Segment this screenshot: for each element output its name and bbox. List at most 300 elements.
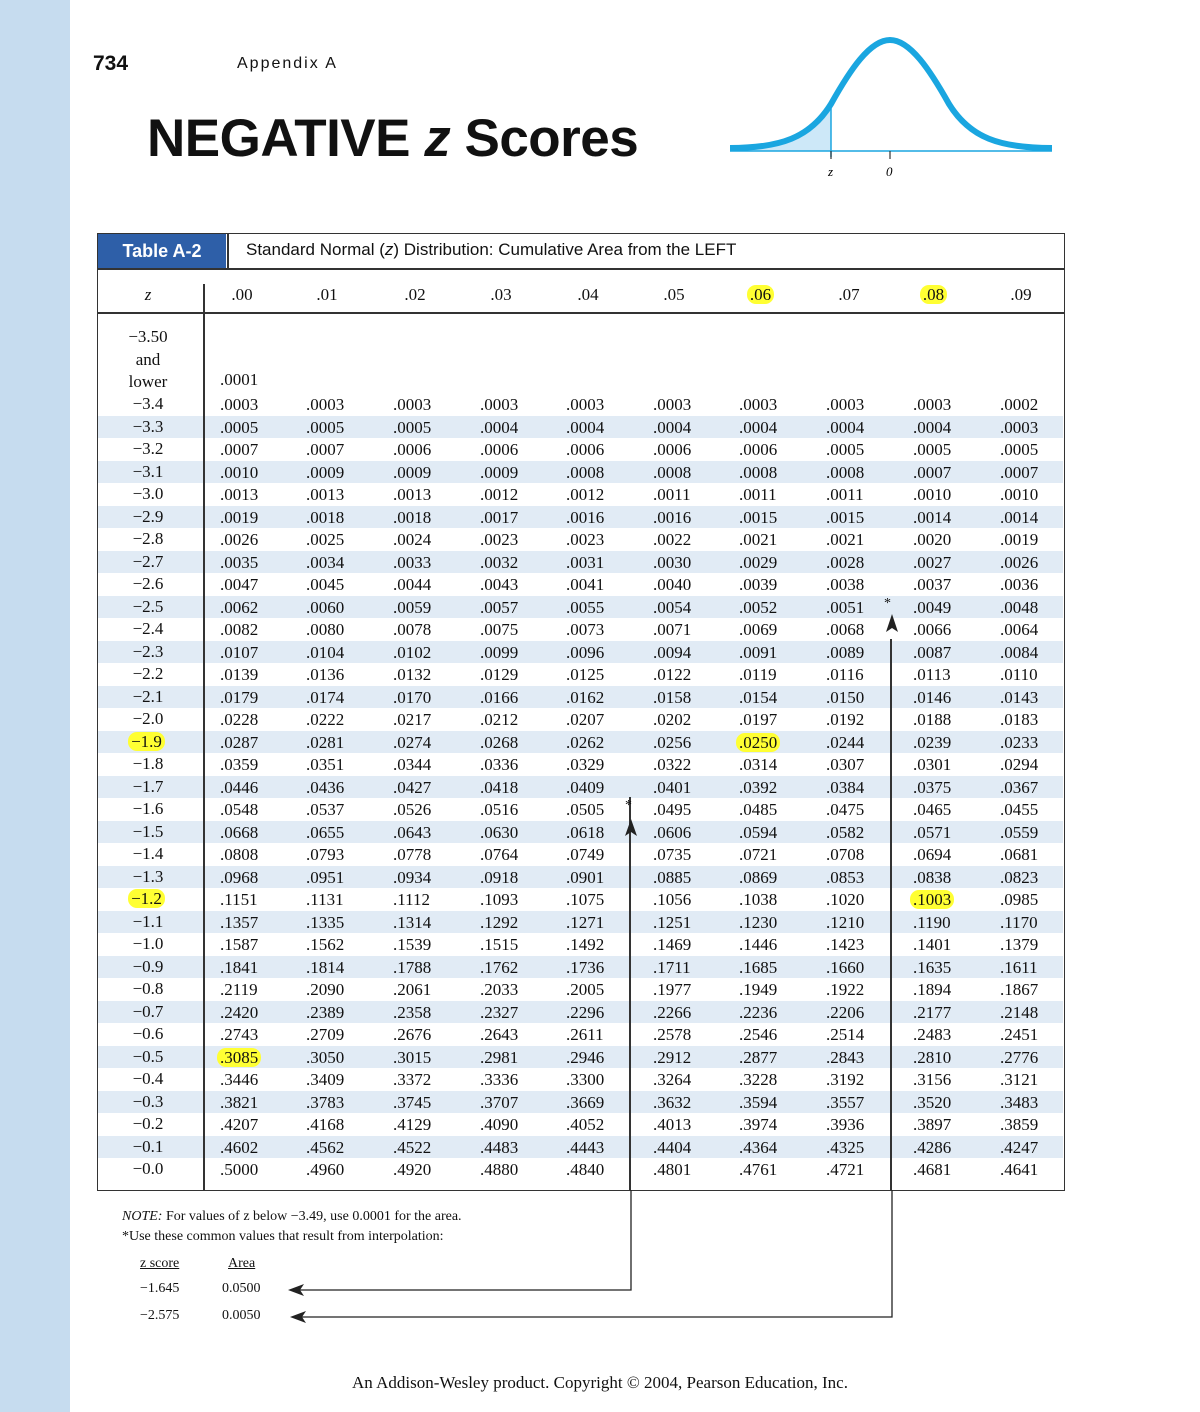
table-cell: .0068 — [826, 620, 865, 639]
table-cell: .0869 — [739, 867, 778, 887]
table-cell: .0384 — [826, 777, 865, 797]
table-cell: .1635 — [913, 957, 952, 977]
table-cell: .0207 — [566, 710, 605, 729]
table-cell: .0708 — [826, 845, 865, 864]
arrow-line-1645 — [298, 1190, 631, 1290]
table-cell: .1492 — [566, 935, 605, 954]
table-cell: .0006 — [739, 440, 778, 459]
table-cell: .1357 — [220, 912, 259, 932]
table-cell: .4681 — [913, 1160, 952, 1179]
table-cell: .0179 — [220, 687, 259, 707]
table-cell: .0129 — [480, 665, 519, 684]
table-cell: .4325 — [826, 1137, 865, 1157]
table-cell: .4090 — [480, 1115, 519, 1134]
table-cell: .1814 — [306, 957, 345, 977]
table-cell: .0003 — [566, 395, 605, 414]
table-cell: .0016 — [566, 507, 605, 527]
table-cell: .0052 — [739, 597, 778, 617]
table-cell: .0014 — [1000, 507, 1039, 527]
table-cell: .0823 — [1000, 867, 1039, 887]
table-cell: .4364 — [739, 1137, 778, 1157]
table-cell: .3859 — [1000, 1115, 1039, 1134]
table-cell: .3409 — [306, 1070, 345, 1089]
table-cell: .4013 — [653, 1115, 692, 1134]
table-cell: .0344 — [393, 755, 432, 774]
table-cell: .0166 — [480, 687, 519, 707]
table-cell: .0329 — [566, 755, 605, 774]
table-cell: .4207 — [220, 1115, 259, 1134]
table-cell: .0239 — [913, 732, 952, 752]
interpolation-asterisk: * — [625, 798, 632, 813]
table-cell: .0071 — [653, 620, 692, 639]
table-cell: .0023 — [566, 530, 605, 549]
row-z-label: −3.3 — [132, 416, 164, 436]
row-z-label: −2.4 — [132, 619, 164, 638]
table-cell: .0004 — [739, 417, 778, 437]
table-cell: .0024 — [393, 530, 432, 549]
table-cell: .3300 — [566, 1070, 605, 1089]
table-cell: .0003 — [393, 395, 432, 414]
table-cell: .2483 — [913, 1025, 952, 1044]
table-cell: .0003 — [826, 395, 865, 414]
table-cell: .1446 — [739, 935, 778, 954]
appendix-label: Appendix A — [237, 55, 338, 72]
table-cell: .0018 — [306, 507, 345, 527]
table-cell: .0136 — [306, 665, 345, 684]
table-cell: .0020 — [913, 530, 952, 549]
table-cell: .3669 — [566, 1092, 605, 1112]
table-cell: .0037 — [913, 575, 952, 594]
table-cell: .2676 — [393, 1025, 432, 1044]
table-cell: .0427 — [393, 777, 432, 797]
table-cell: .3974 — [739, 1115, 778, 1134]
curve-zero-label: 0 — [886, 164, 893, 179]
table-cell: .0139 — [220, 665, 259, 684]
table-tag: Table A-2 — [98, 234, 226, 268]
table-cell: .1314 — [393, 912, 432, 932]
table-cell: .0009 — [480, 462, 519, 482]
table-cell: .1539 — [393, 935, 432, 954]
table-cell: .2709 — [306, 1025, 345, 1044]
highlighted-z: −1.9 — [128, 732, 165, 751]
table-cell: .3707 — [480, 1092, 519, 1112]
table-cell: .0004 — [480, 417, 519, 437]
table-cell: .4920 — [393, 1160, 432, 1179]
table-cell: .1894 — [913, 980, 952, 999]
table-cell: .0039 — [739, 575, 778, 594]
table-cell: .0301 — [913, 755, 952, 774]
table-cell: .0036 — [1000, 575, 1039, 594]
row-z-label: −2.8 — [132, 529, 164, 548]
table-cell: .2206 — [826, 1002, 865, 1022]
table-cell: .3228 — [739, 1070, 778, 1089]
table-cell: .0051 — [826, 597, 865, 617]
table-cell: .0918 — [480, 867, 519, 887]
table-cell: .0031 — [566, 552, 605, 572]
table-cell: .2643 — [480, 1025, 519, 1044]
table-cell: .2743 — [220, 1025, 259, 1044]
table-cell: .1711 — [653, 957, 691, 977]
table-cell: .0721 — [739, 845, 778, 864]
table-cell: .4641 — [1000, 1160, 1039, 1179]
arrow-line-2575 — [300, 1190, 892, 1317]
table-cell: .0559 — [1000, 822, 1039, 842]
table-cell: .0287 — [220, 732, 259, 752]
table-cell: .1170 — [1000, 912, 1038, 932]
table-cell: .0004 — [653, 417, 692, 437]
table-cell: .1093 — [480, 890, 519, 909]
table-cell: .0062 — [220, 597, 259, 617]
table-cell: .0228 — [220, 710, 259, 729]
table-cell: .1736 — [566, 957, 605, 977]
table-cell: .0158 — [653, 687, 692, 707]
table-cell: .2033 — [480, 980, 519, 999]
table-cell: .0010 — [913, 485, 952, 504]
table-cell: .0409 — [566, 777, 605, 797]
table-cell: .0582 — [826, 822, 865, 842]
table-cell: .0217 — [393, 710, 432, 729]
table-cell: .0307 — [826, 755, 865, 774]
table-cell: .0049 — [913, 597, 952, 617]
table-cell: .2776 — [1000, 1047, 1039, 1067]
table-cell: .0011 — [739, 485, 777, 504]
table-cell: .4562 — [306, 1137, 345, 1157]
table-cell: .0008 — [826, 462, 865, 482]
table-cell: .0005 — [826, 440, 865, 459]
table-cell: .4404 — [653, 1137, 692, 1157]
table-cell: .1190 — [913, 912, 951, 932]
table-cell: .1841 — [220, 957, 259, 977]
note-label: NOTE: — [122, 1209, 163, 1224]
table-cell: .1151 — [220, 890, 258, 909]
table-cell: .1977 — [653, 980, 692, 999]
table-cell: .0025 — [306, 530, 345, 549]
row-z-label: −2.0 — [132, 709, 164, 728]
table-cell: .3015 — [393, 1047, 432, 1067]
table-cell: .0465 — [913, 800, 952, 819]
table-cell: .2420 — [220, 1002, 259, 1022]
table-cell: .0006 — [566, 440, 605, 459]
table-cell: .2266 — [653, 1002, 692, 1022]
table-cell: .4880 — [480, 1160, 519, 1179]
first-row-z-label: and — [135, 349, 161, 369]
row-z-label: −0.2 — [132, 1114, 164, 1133]
title-negative: NEGATIVE — [147, 109, 410, 168]
table-cell: .1611 — [1000, 957, 1038, 977]
table-cell: .0162 — [566, 687, 605, 707]
table-cell: .0013 — [393, 485, 432, 504]
table-cell: .0003 — [913, 395, 952, 414]
row-z-label: −1.4 — [132, 844, 164, 863]
table-cell: .0630 — [480, 822, 519, 842]
row-z-label: −2.6 — [132, 574, 164, 593]
table-cell: .1949 — [739, 980, 778, 999]
table-cell: .3336 — [480, 1070, 519, 1089]
table-cell: .0934 — [393, 867, 432, 887]
table-cell: .2514 — [826, 1025, 865, 1044]
row-z-label: −2.5 — [132, 596, 164, 616]
table-cell: .1762 — [480, 957, 519, 977]
table-cell: .0122 — [653, 665, 692, 684]
table-cell: .0274 — [393, 732, 432, 752]
table-cell: .0401 — [653, 777, 692, 797]
table-cell: .0116 — [826, 665, 864, 684]
table-cell: .0002 — [1000, 395, 1039, 414]
table-cell: .0375 — [913, 777, 952, 797]
table-cell: .0060 — [306, 597, 345, 617]
table-cell: .0735 — [653, 845, 692, 864]
table-cell: .0022 — [653, 530, 692, 549]
table-cell: .3557 — [826, 1092, 865, 1112]
legend-z-1: −1.645 — [140, 1281, 180, 1296]
table-cell: .0005 — [220, 417, 259, 437]
column-header: .00 — [231, 285, 253, 304]
table-cell: .0359 — [220, 755, 259, 774]
table-cell: .1038 — [739, 890, 778, 909]
table-cell: .1401 — [913, 935, 952, 954]
column-header-z: z — [144, 285, 152, 304]
table-cell: .0007 — [913, 462, 952, 482]
legend-area-2: 0.0050 — [222, 1308, 261, 1323]
row-z-label: −0.9 — [132, 956, 164, 976]
table-cell: .0028 — [826, 552, 865, 572]
row-z-label: −3.0 — [132, 484, 164, 503]
table-cell: .0006 — [393, 440, 432, 459]
row-z-label: −0.6 — [132, 1024, 164, 1043]
table-cell: .0436 — [306, 777, 345, 797]
table-cell: .3050 — [306, 1047, 345, 1067]
table-cell: .3936 — [826, 1115, 865, 1134]
table-cell: .0021 — [826, 530, 865, 549]
table-cell: .0012 — [566, 485, 605, 504]
table-cell: .1112 — [393, 890, 430, 909]
row-z-label: −2.1 — [132, 686, 164, 706]
table-cell: .0281 — [306, 732, 345, 752]
table-cell: .2843 — [826, 1047, 865, 1067]
highlighted-cell: .3085 — [217, 1048, 261, 1067]
first-row-z-label: lower — [128, 372, 168, 391]
table-cell: .0392 — [739, 777, 778, 797]
table-cell: .4483 — [480, 1137, 519, 1157]
row-z-label: −3.2 — [132, 439, 164, 458]
table-cell: .2810 — [913, 1047, 952, 1067]
table-cell: .0004 — [913, 417, 952, 437]
table-cell: .1562 — [306, 935, 345, 954]
copyright-footer: An Addison-Wesley product. Copyright © 2004, Pearson Education, Inc. — [352, 1373, 848, 1392]
table-cell: .0268 — [480, 732, 519, 752]
column-header: .04 — [577, 285, 599, 304]
table-cell: .0080 — [306, 620, 345, 639]
table-cell: .0778 — [393, 845, 432, 864]
table-cell: .0011 — [653, 485, 691, 504]
column-header: .03 — [490, 285, 512, 304]
table-cell: .0004 — [826, 417, 865, 437]
row-z-label: −0.7 — [132, 1001, 164, 1021]
table-cell: .0655 — [306, 822, 345, 842]
table-cell: .0336 — [480, 755, 519, 774]
table-cell: .0749 — [566, 845, 605, 864]
table-cell: .0054 — [653, 597, 692, 617]
table-cell: .0091 — [739, 642, 778, 662]
table-cell: .0057 — [480, 597, 519, 617]
table-cell: .0017 — [480, 507, 519, 527]
table-cell: .3121 — [1000, 1070, 1039, 1089]
table-cell: .0016 — [653, 507, 692, 527]
table-cell: .0104 — [306, 642, 345, 662]
table-cell: .0075 — [480, 620, 519, 639]
table-cell: .1056 — [653, 890, 692, 909]
table-cell: .0643 — [393, 822, 432, 842]
arrowhead-up-2575 — [886, 614, 898, 632]
table-cell: .0008 — [739, 462, 778, 482]
row-z-label: −1.5 — [132, 821, 164, 841]
table-cell: .0066 — [913, 620, 952, 639]
row-z-label: −1.3 — [132, 866, 164, 886]
table-cell: .0089 — [826, 642, 865, 662]
table-cell: .0244 — [826, 732, 865, 752]
row-z-label: −1.6 — [132, 799, 164, 818]
first-row-value: .0001 — [220, 370, 259, 389]
table-cell: .0853 — [826, 867, 865, 887]
table-cell: .0170 — [393, 687, 432, 707]
table-cell: .3264 — [653, 1070, 692, 1089]
table-cell: .0188 — [913, 710, 952, 729]
legend-z-2: −2.575 — [140, 1308, 180, 1323]
table-cell: .2946 — [566, 1047, 605, 1067]
row-z-label: −0.0 — [132, 1159, 164, 1178]
table-cell: .2177 — [913, 1002, 952, 1022]
table-cell: .0069 — [739, 620, 778, 639]
table-cell: .0013 — [306, 485, 345, 504]
table-cell: .0035 — [220, 552, 259, 572]
table-cell: .0018 — [393, 507, 432, 527]
page-number: 734 — [93, 52, 129, 75]
table-cell: .1587 — [220, 935, 259, 954]
table-cell: .2451 — [1000, 1025, 1039, 1044]
table-cell: .0222 — [306, 710, 345, 729]
table-cell: .1020 — [826, 890, 865, 909]
table-cell: .0073 — [566, 620, 605, 639]
table-cell: .0096 — [566, 642, 605, 662]
table-cell: .2611 — [566, 1025, 604, 1044]
table-cell: .0007 — [220, 440, 259, 459]
table-cell: .2119 — [220, 980, 258, 999]
table-cell: .0005 — [393, 417, 432, 437]
table-cell: .1423 — [826, 935, 865, 954]
table-cell: .0262 — [566, 732, 605, 752]
table-cell: .0045 — [306, 575, 345, 594]
row-z-label: −2.2 — [132, 664, 164, 683]
table-cell: .4286 — [913, 1137, 952, 1157]
table-cell: .1230 — [739, 912, 778, 932]
table-cell: .0526 — [393, 800, 432, 819]
table-cell: .0132 — [393, 665, 432, 684]
table-cell: .3897 — [913, 1115, 952, 1134]
table-cell: .0146 — [913, 687, 952, 707]
table-cell: .0007 — [1000, 462, 1039, 482]
row-z-label: −1.7 — [132, 776, 164, 796]
table-cell: .1251 — [653, 912, 692, 932]
table-cell: .0015 — [826, 507, 865, 527]
table-cell: .0005 — [1000, 440, 1039, 459]
table-cell: .4602 — [220, 1137, 259, 1157]
first-row-z-label: −3.50 — [128, 327, 168, 346]
column-header: .01 — [316, 285, 338, 304]
table-cell: .1292 — [480, 912, 519, 932]
table-cell: .0048 — [1000, 597, 1039, 617]
title-scores: Scores — [464, 109, 639, 168]
table-cell: .0455 — [1000, 800, 1039, 819]
column-header: .05 — [663, 285, 685, 304]
table-cell: .0009 — [393, 462, 432, 482]
table-cell: .3483 — [1000, 1092, 1039, 1112]
table-cell: .2578 — [653, 1025, 692, 1044]
table-cell: .0026 — [1000, 552, 1039, 572]
arrowhead-up-1645 — [625, 819, 637, 836]
table-cell: .0102 — [393, 642, 432, 662]
table-cell: .0192 — [826, 710, 865, 729]
table-cell: .4761 — [739, 1160, 778, 1179]
table-cell: .0197 — [739, 710, 778, 729]
interpolation-asterisk: * — [884, 595, 891, 611]
table-cell: .0094 — [653, 642, 692, 662]
column-header: .02 — [404, 285, 426, 304]
table-cell: .0212 — [480, 710, 519, 729]
table-cell: .0003 — [306, 395, 345, 414]
table-cell: .0015 — [739, 507, 778, 527]
table-cell: .0033 — [393, 552, 432, 572]
table-cell: .0618 — [566, 822, 605, 842]
table-cell: .0007 — [306, 440, 345, 459]
table-cell: .0041 — [566, 575, 605, 594]
table-cell: .0475 — [826, 800, 865, 819]
table-cell: .0014 — [913, 507, 952, 527]
table-cell: .0008 — [653, 462, 692, 482]
table-cell: .0808 — [220, 845, 259, 864]
table-cell: .0003 — [480, 395, 519, 414]
table-cell: .1131 — [306, 890, 344, 909]
table-cell: .0003 — [1000, 417, 1039, 437]
table-cell: .0027 — [913, 552, 952, 572]
table-cell: .0021 — [739, 530, 778, 549]
table-cell: .0505 — [566, 800, 605, 819]
table-cell: .0107 — [220, 642, 259, 662]
highlighted-cell: .1003 — [910, 890, 954, 909]
row-z-label: −0.1 — [132, 1136, 164, 1156]
table-cell: .1922 — [826, 980, 865, 999]
table-cell: .0038 — [826, 575, 865, 594]
table-cell: .1210 — [826, 912, 865, 932]
table-cell: .0418 — [480, 777, 519, 797]
table-cell: .2546 — [739, 1025, 778, 1044]
table-cell: .0294 — [1000, 755, 1039, 774]
table-cell: .0006 — [653, 440, 692, 459]
table-cell: .4840 — [566, 1160, 605, 1179]
table-cell: .0084 — [1000, 642, 1039, 662]
table-cell: .0537 — [306, 800, 345, 819]
table-cell: .0367 — [1000, 777, 1039, 797]
table-cell: .0150 — [826, 687, 865, 707]
table-cell: .0143 — [1000, 687, 1039, 707]
table-cell: .0078 — [393, 620, 432, 639]
legend-header-area: Area — [228, 1256, 256, 1271]
table-cell: .0099 — [480, 642, 519, 662]
table-cell: .4443 — [566, 1137, 605, 1157]
highlighted-header: .08 — [920, 285, 947, 304]
table-cell: .0125 — [566, 665, 605, 684]
table-cell: .0571 — [913, 822, 952, 842]
table-cell: .3821 — [220, 1092, 259, 1112]
